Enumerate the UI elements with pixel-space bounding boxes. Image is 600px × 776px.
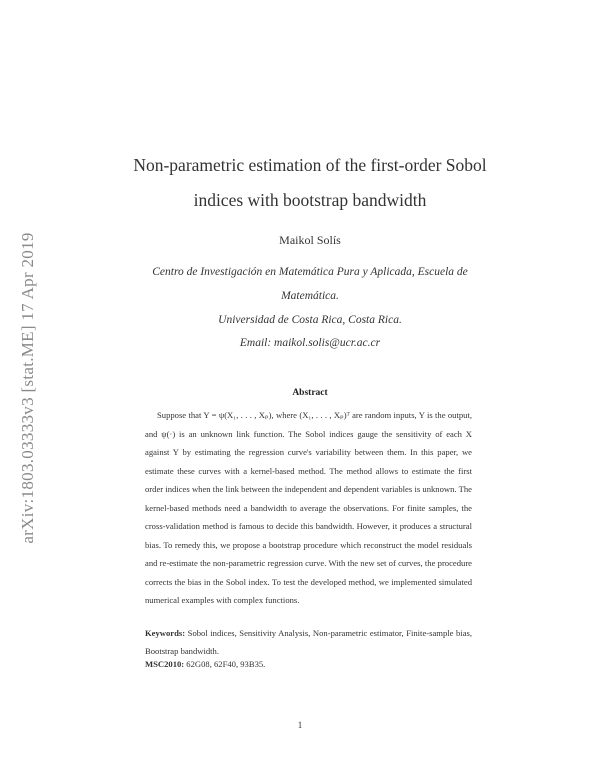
author-email: Email: maikol.solis@ucr.ac.cr xyxy=(239,337,381,349)
keywords xyxy=(145,624,472,660)
affiliation-line-1: Centro de Investigación en Matemática Pura y Aplicada, Escuela de xyxy=(152,266,468,278)
arxiv-sidebar xyxy=(15,205,41,570)
msc-classification xyxy=(145,659,472,669)
affiliation-line-3: Universidad de Costa Rica, Costa Rica. xyxy=(218,314,402,326)
affiliation-line-2: Matemática. xyxy=(281,290,339,302)
abstract-body: Suppose that Y = ψ(X₁, . . . , Xₚ), where (X₁, . . . , Xₚ)ᵀ are random inputs, Y is the output, and ψ(·) is an unknown link function. The Sobol indices gauge the sensitivity of each X against Y by estimating the regression curve's variability between them. In this paper, we estimate these curves with a kernel-based method. The method allows to estimate the first order indices when the link between the independent and dependent variables is unknown. The kernel-based methods need a bandwidth to average the observations. For finite samples, the cross-validation method is famous to decide this bandwidth. However, it produces a structural bias. To remedy this, we propose a bootstrap procedure which reconstruct the model residuals and re-estimate the non-parametric regression curve. With the new set of curves, the procedure corrects the bias in the Sobol index. To test the developed method, we implemented simulated numerical examples with complex functions. xyxy=(145,410,472,605)
page-number: 1 xyxy=(297,720,303,730)
arxiv-identifier: arXiv:1803.03333v3 [stat.ME] 17 Apr 2019 xyxy=(18,231,37,544)
author-name: Maikol Solís xyxy=(279,233,341,247)
keywords-label: Keywords: xyxy=(145,628,186,638)
keywords-text: Sobol indices, Sensitivity Analysis, Non-parametric estimator, Finite-sample bias, Bootstrap bandwidth. xyxy=(145,628,472,656)
msc-label: MSC2010: xyxy=(145,659,185,669)
paper-title-line-2: indices with bootstrap bandwidth xyxy=(193,190,427,210)
paper-title-line-1: Non-parametric estimation of the first-order Sobol xyxy=(133,155,487,175)
abstract-heading: Abstract xyxy=(292,388,328,398)
msc-text: 62G08, 62F40, 93B35. xyxy=(184,659,266,669)
